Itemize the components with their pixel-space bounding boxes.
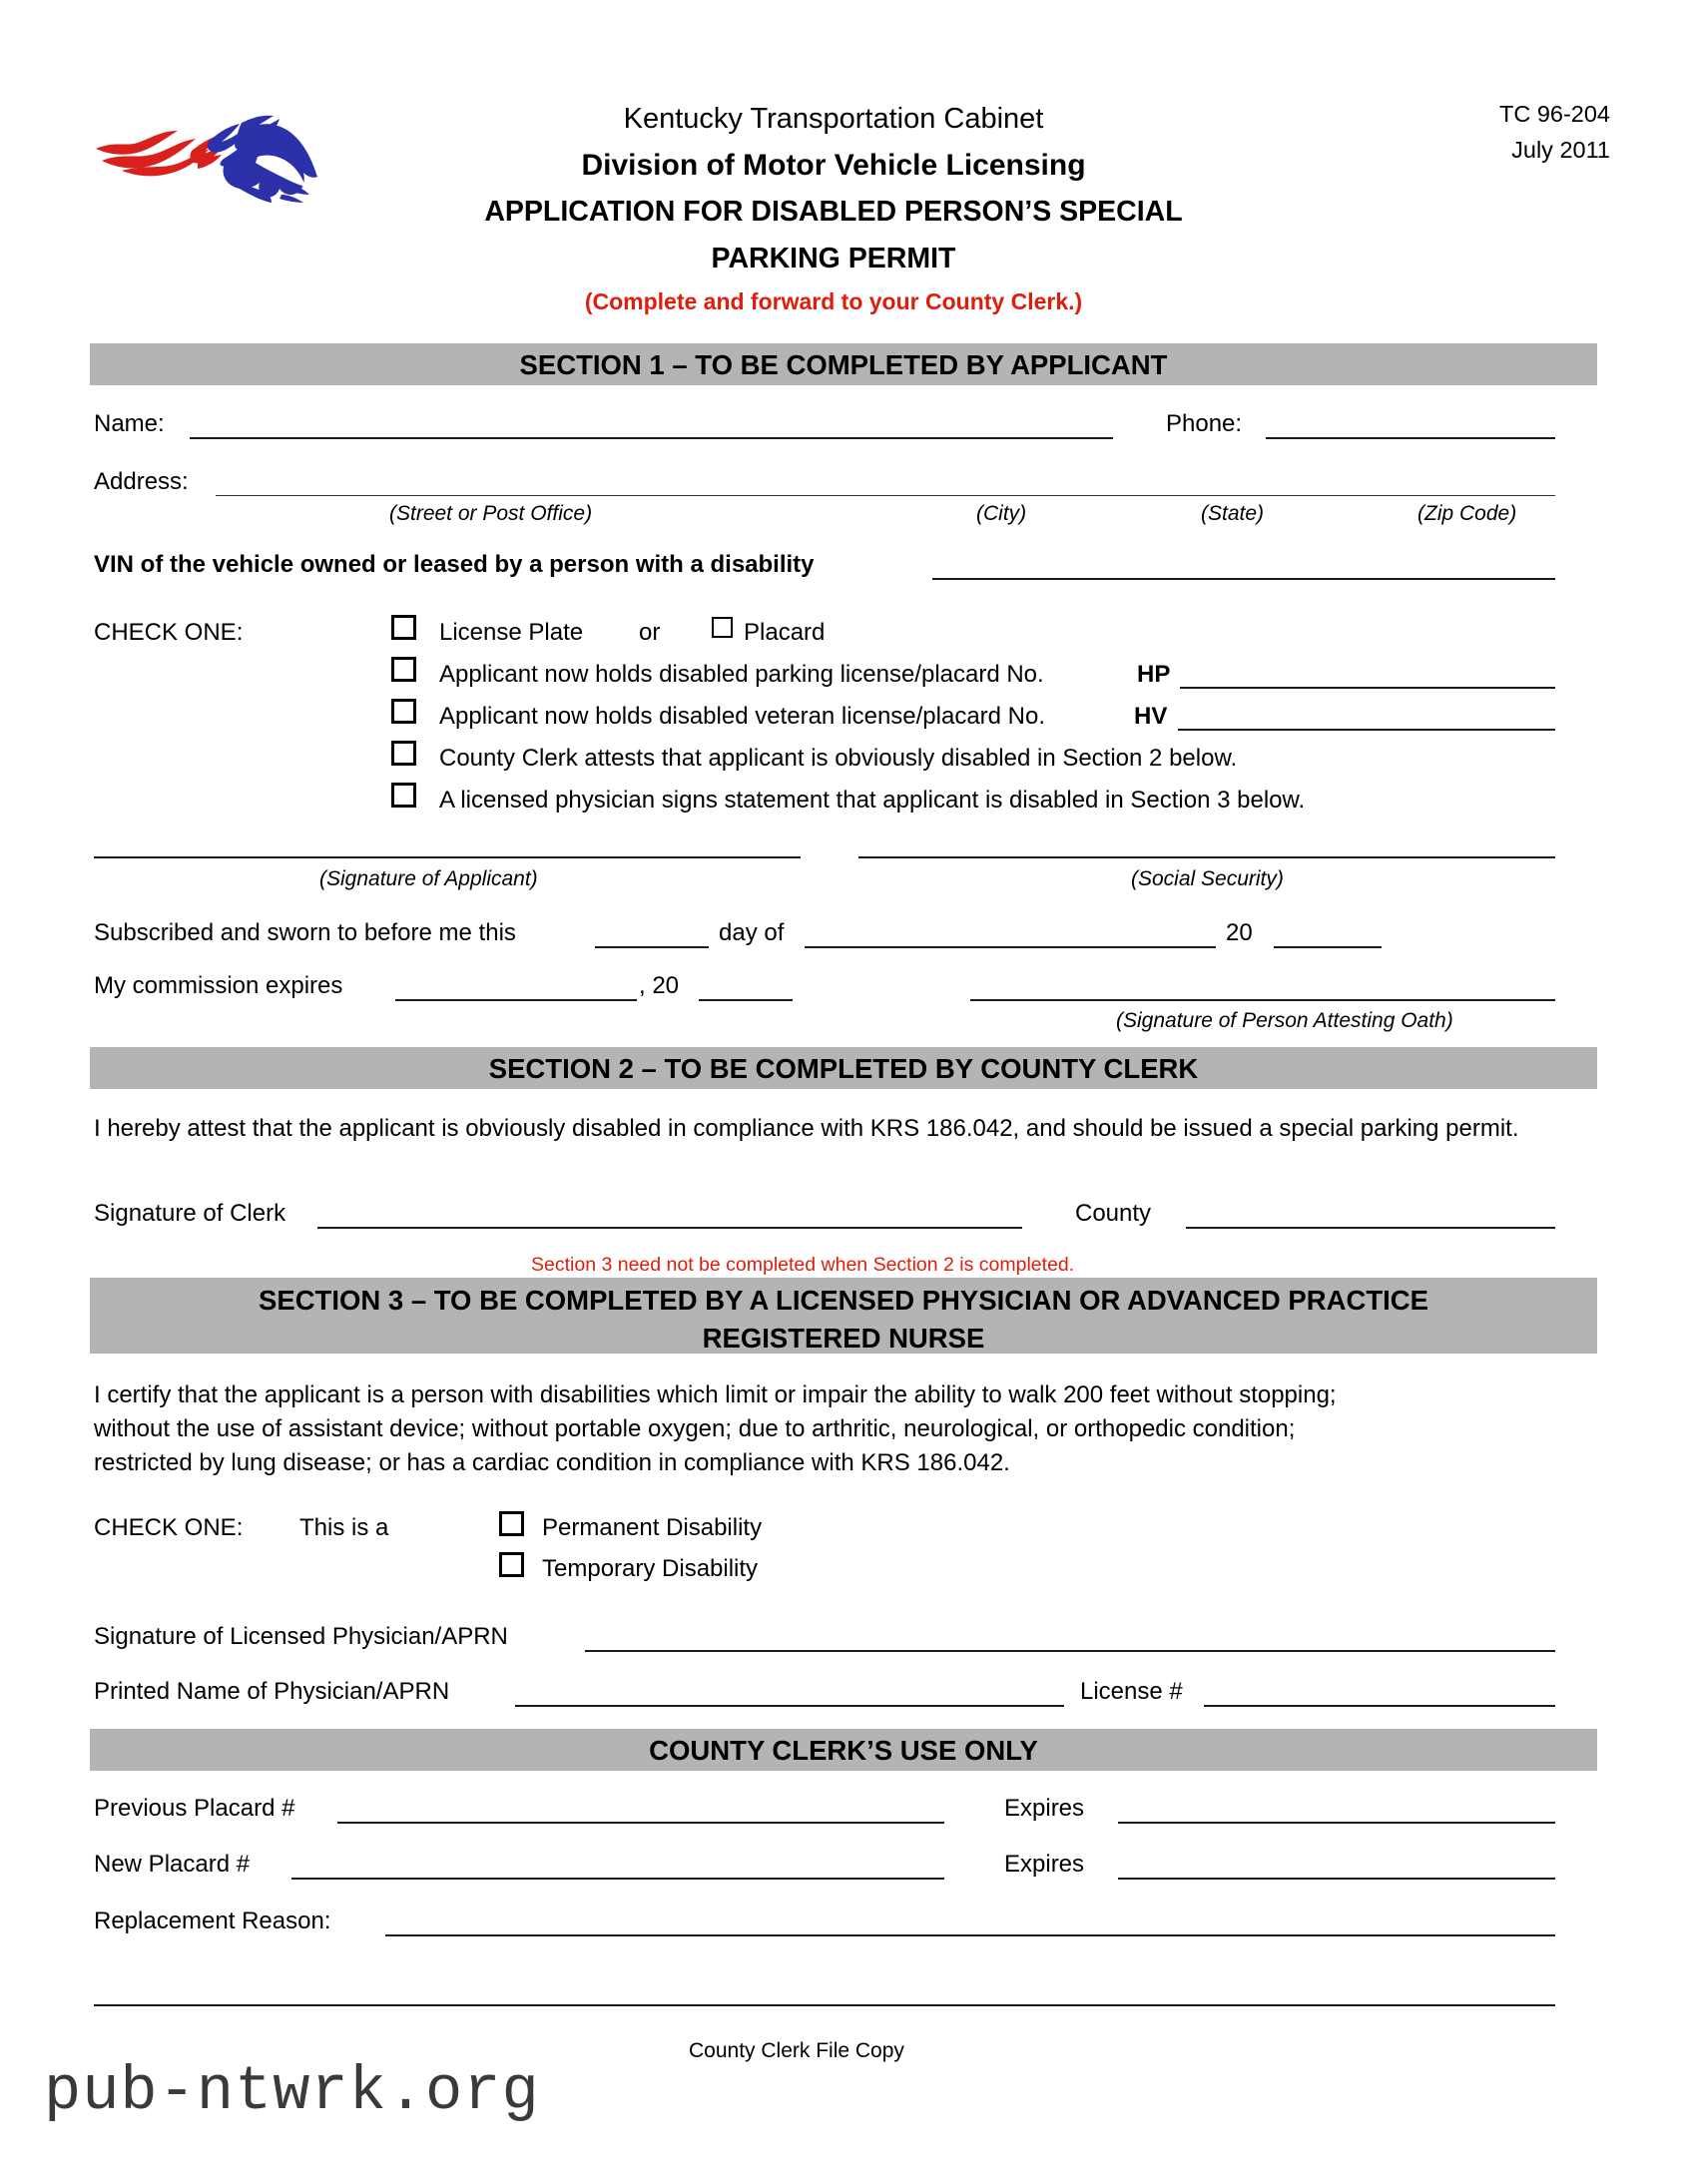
kentucky-transportation-cabinet-horse-logo	[92, 103, 321, 218]
license-number-label: License #	[1080, 1678, 1183, 1705]
section-3-heading-bar	[90, 1278, 1597, 1354]
address-street-caption: (Street or Post Office)	[389, 502, 593, 525]
commission-expires-label: My commission expires	[94, 972, 343, 999]
site-watermark: pub-ntwrk.org	[44, 2056, 540, 2127]
division-name: Division of Motor Vehicle Licensing	[581, 149, 1086, 182]
new-placard-expires-label: Expires	[1004, 1851, 1085, 1878]
license-number-input[interactable]	[1204, 1705, 1555, 1707]
option-license-plate-label: License Plate	[439, 619, 584, 646]
header-title-block	[299, 96, 1368, 321]
oath-day-input[interactable]	[595, 946, 709, 948]
section-2-attestation-text: I hereby attest that the applicant is obviously disabled in compliance with KRS 186.042, and should be issued a special parking permit.	[94, 1115, 1519, 1142]
address-state-caption: (State)	[1201, 502, 1265, 525]
checkbox-license-plate[interactable]	[391, 615, 416, 640]
form-title-line-2: PARKING PERMIT	[711, 243, 956, 274]
section-3-body-line-2: without the use of assistant device; without portable oxygen; due to arthritic, neurological, or orthopedic condition;	[94, 1415, 1296, 1442]
agency-name: Kentucky Transportation Cabinet	[623, 103, 1044, 135]
this-is-a-label: This is a	[299, 1514, 389, 1541]
section-1-heading-bar	[90, 343, 1597, 385]
address-label: Address:	[94, 468, 189, 495]
address-input[interactable]	[216, 495, 1555, 496]
section-3-exemption-note: Section 3 need not be completed when Section 2 is completed.	[531, 1254, 1075, 1276]
name-input[interactable]	[190, 437, 1113, 439]
form-number: TC 96-204	[1498, 101, 1610, 127]
previous-placard-expires-label: Expires	[1004, 1795, 1085, 1822]
social-security-input[interactable]	[858, 856, 1555, 858]
physician-signature-label: Signature of Licensed Physician/APRN	[94, 1623, 508, 1650]
checkbox-holds-disabled-parking-label: Applicant now holds disabled parking license/placard No.	[439, 661, 1044, 688]
hp-number-input[interactable]	[1180, 687, 1555, 689]
applicant-signature-caption: (Signature of Applicant)	[319, 867, 538, 890]
checkbox-clerk-attests[interactable]	[391, 741, 416, 766]
phone-input[interactable]	[1266, 437, 1555, 439]
new-placard-label: New Placard #	[94, 1851, 251, 1878]
previous-placard-expires-input[interactable]	[1118, 1822, 1555, 1824]
section-3-heading-line-1: SECTION 3 – TO BE COMPLETED BY A LICENSED PHYSICIAN OR ADVANCED PRACTICE	[259, 1285, 1428, 1316]
new-placard-input[interactable]	[291, 1878, 944, 1880]
name-label: Name:	[94, 410, 165, 437]
address-zip-caption: (Zip Code)	[1417, 502, 1517, 525]
checkbox-physician-signs[interactable]	[391, 783, 416, 808]
oath-text-a: Subscribed and sworn to before me this	[94, 919, 516, 946]
permanent-disability-label: Permanent Disability	[542, 1514, 763, 1541]
commission-year-input[interactable]	[699, 999, 793, 1001]
vin-input[interactable]	[932, 578, 1555, 580]
clerk-signature-input[interactable]	[317, 1227, 1022, 1229]
document-header	[0, 0, 1688, 319]
previous-placard-input[interactable]	[337, 1822, 944, 1824]
footer-copy-label: County Clerk File Copy	[689, 2039, 904, 2062]
checkbox-holds-disabled-parking[interactable]	[391, 657, 416, 682]
replacement-reason-input-line-2[interactable]	[94, 2004, 1555, 2006]
checkbox-clerk-attests-label: County Clerk attests that applicant is obviously disabled in Section 2 below.	[439, 745, 1238, 772]
checkbox-holds-disabled-veteran-label: Applicant now holds disabled veteran license/placard No.	[439, 703, 1046, 730]
temporary-disability-label: Temporary Disability	[542, 1555, 759, 1582]
clerk-use-heading-bar	[90, 1729, 1597, 1771]
county-label: County	[1075, 1200, 1152, 1227]
social-security-caption: (Social Security)	[1131, 867, 1284, 890]
form-metadata	[1499, 96, 1610, 168]
applicant-signature-input[interactable]	[94, 856, 801, 858]
printed-name-input[interactable]	[515, 1705, 1064, 1707]
checkbox-holds-disabled-veteran[interactable]	[391, 699, 416, 724]
checkbox-permanent-disability[interactable]	[499, 1511, 524, 1536]
section-3-heading-line-2: REGISTERED NURSE	[702, 1323, 985, 1354]
oath-text-b: day of	[719, 919, 785, 946]
physician-signature-input[interactable]	[585, 1650, 1555, 1652]
clerk-signature-label: Signature of Clerk	[94, 1200, 286, 1227]
printed-name-label: Printed Name of Physician/APRN	[94, 1678, 450, 1705]
oath-year-input[interactable]	[1274, 946, 1382, 948]
hv-code-label: HV	[1134, 703, 1168, 730]
option-placard-label: Placard	[744, 619, 826, 646]
section-2-heading-bar	[90, 1047, 1597, 1089]
oath-month-input[interactable]	[805, 946, 1216, 948]
form-revision-date: July 2011	[1511, 137, 1610, 163]
phone-label: Phone:	[1166, 410, 1243, 437]
form-instruction: (Complete and forward to your County Clerk.)	[584, 288, 1083, 314]
commission-year-label: , 20	[639, 972, 680, 999]
checkbox-temporary-disability[interactable]	[499, 1552, 524, 1577]
replacement-reason-input[interactable]	[385, 1934, 1555, 1936]
replacement-reason-label: Replacement Reason:	[94, 1908, 331, 1934]
hp-code-label: HP	[1137, 661, 1171, 688]
clerk-use-heading: COUNTY CLERK’S USE ONLY	[649, 1735, 1038, 1766]
oath-text-c: 20	[1226, 919, 1253, 946]
commission-expires-input[interactable]	[395, 999, 637, 1001]
attesting-oath-signature-input[interactable]	[970, 999, 1555, 1001]
hv-number-input[interactable]	[1178, 729, 1555, 731]
checkbox-physician-signs-label: A licensed physician signs statement that applicant is disabled in Section 3 below.	[439, 787, 1306, 814]
section-1-heading: SECTION 1 – TO BE COMPLETED BY APPLICANT	[519, 349, 1168, 380]
option-connector-or: or	[639, 619, 661, 646]
check-one-label-section3: CHECK ONE:	[94, 1514, 244, 1541]
address-city-caption: (City)	[976, 502, 1027, 525]
check-one-label-section1: CHECK ONE:	[94, 619, 244, 646]
form-title-line-1: APPLICATION FOR DISABLED PERSON’S SPECIAL	[484, 196, 1183, 228]
previous-placard-label: Previous Placard #	[94, 1795, 295, 1822]
county-input[interactable]	[1186, 1227, 1555, 1229]
section-3-body-line-3: restricted by lung disease; or has a cardiac condition in compliance with KRS 186.042.	[94, 1449, 1010, 1476]
section-3-body-line-1: I certify that the applicant is a person with disabilities which limit or impair the ability to walk 200 feet without stopping;	[94, 1381, 1337, 1408]
vin-label: VIN of the vehicle owned or leased by a person with a disability	[94, 551, 815, 578]
attesting-oath-caption: (Signature of Person Attesting Oath)	[1116, 1009, 1453, 1032]
new-placard-expires-input[interactable]	[1118, 1878, 1555, 1880]
checkbox-placard[interactable]	[712, 617, 733, 638]
section-2-heading: SECTION 2 – TO BE COMPLETED BY COUNTY CLERK	[488, 1053, 1199, 1084]
